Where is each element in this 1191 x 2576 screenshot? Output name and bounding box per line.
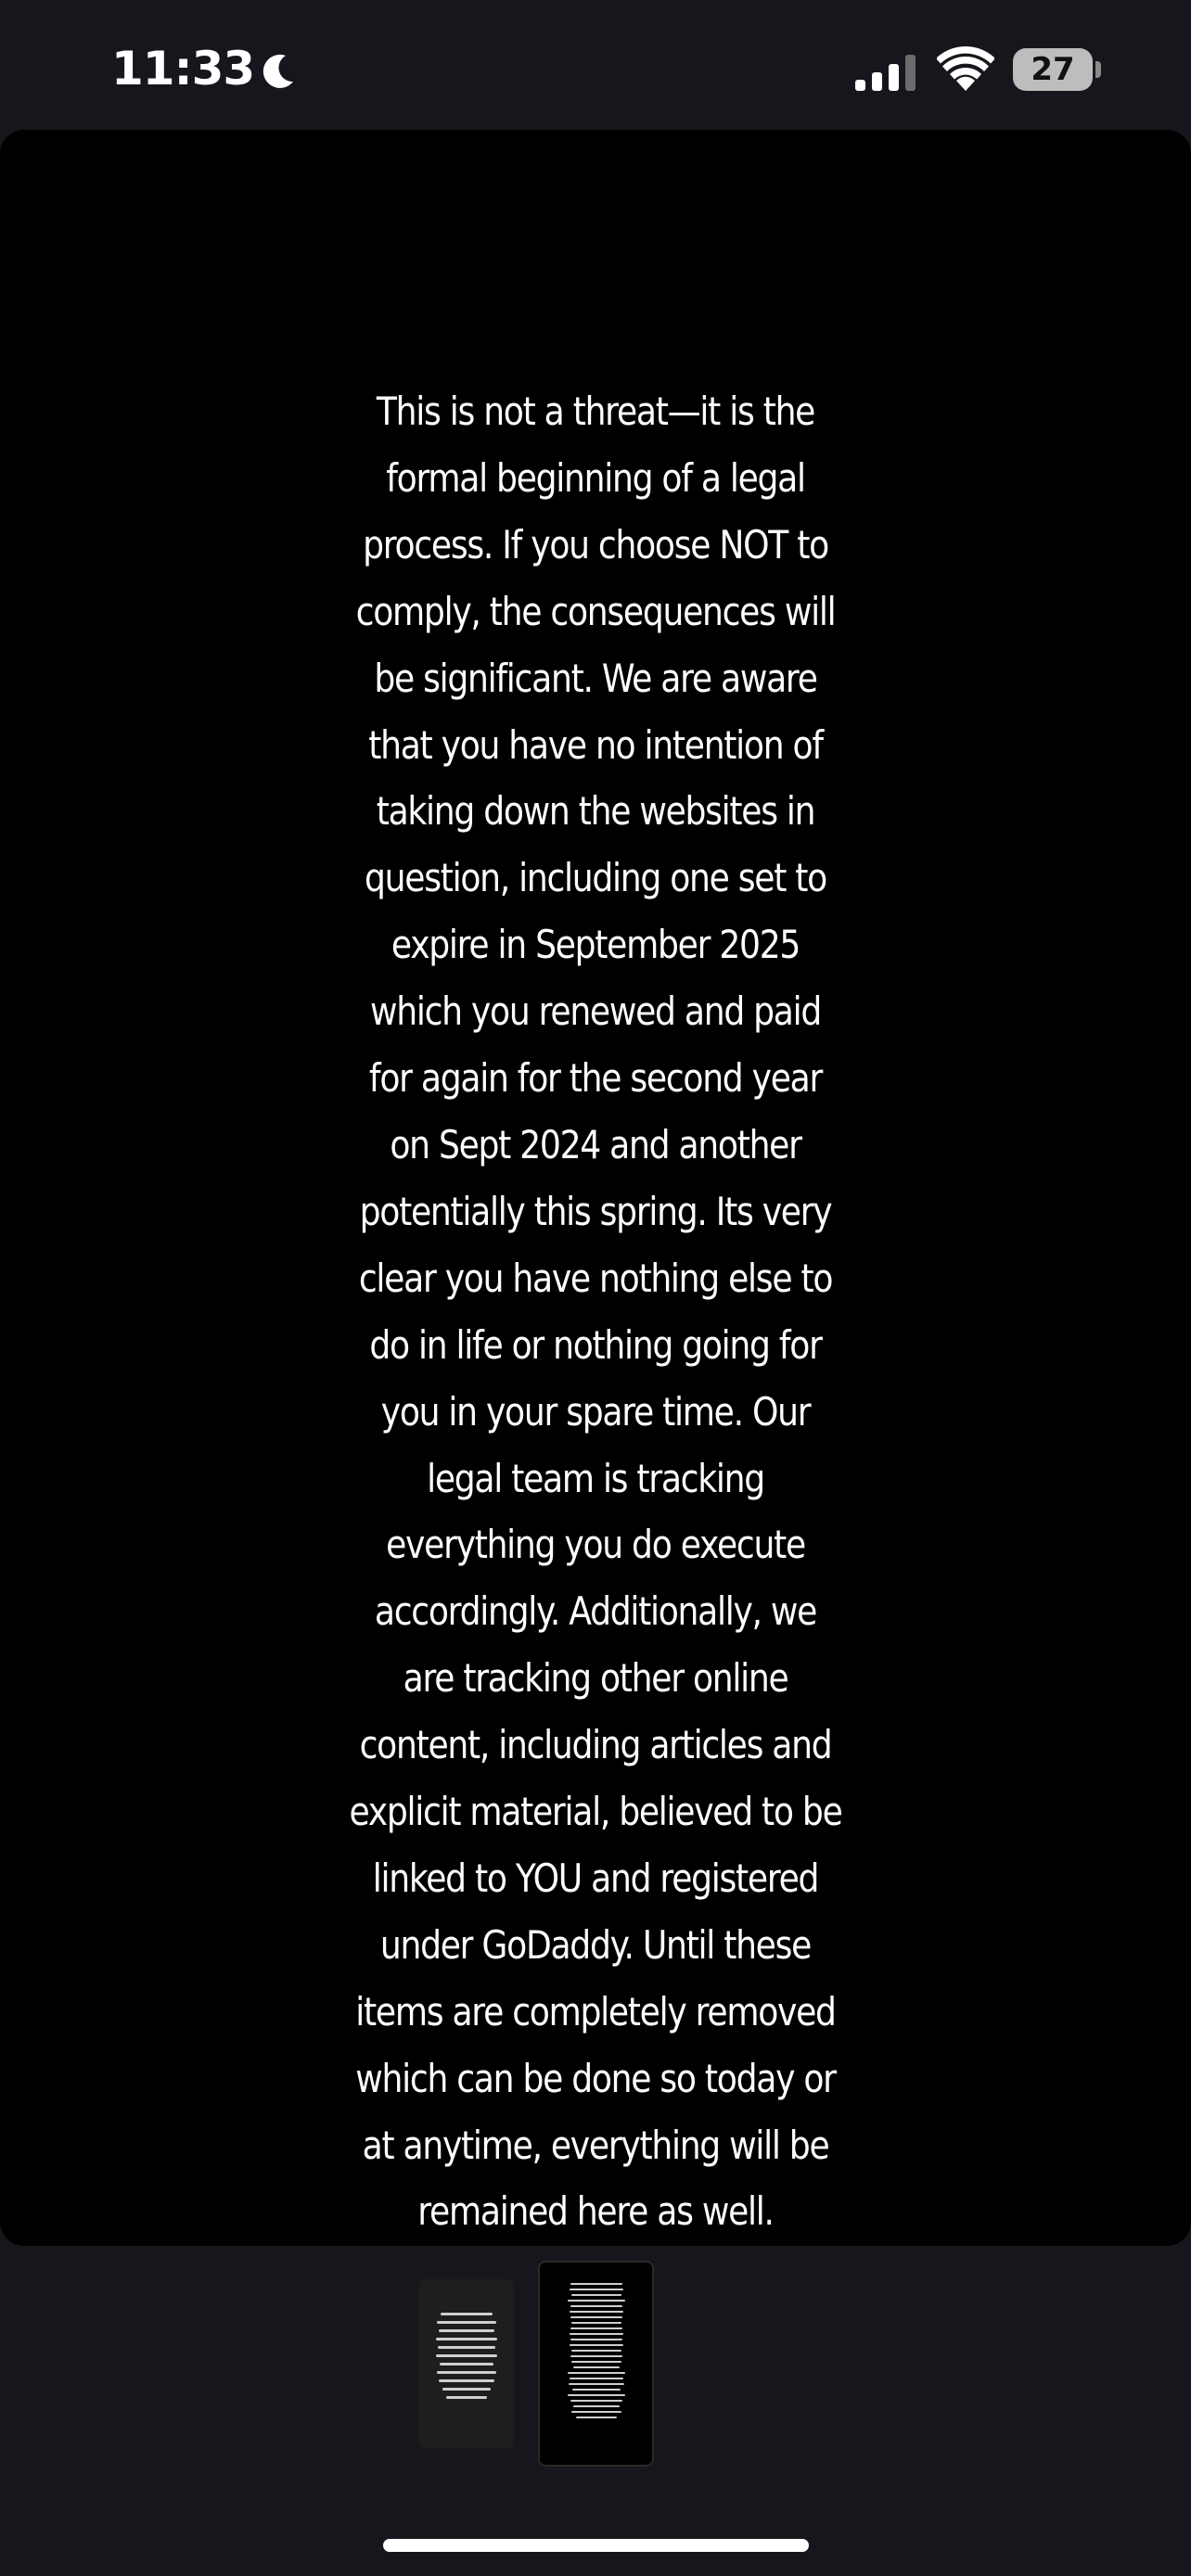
battery-cap [1095,61,1101,78]
image-viewer[interactable] [0,130,1191,2246]
status-time: 11:33 [111,42,255,96]
signal-icon [855,54,918,91]
thumbnail-1-preview [419,2313,514,2404]
thumbnail-1[interactable] [419,2279,514,2448]
moon-icon [258,50,299,91]
thumbnail-strip [0,2246,1191,2487]
thumbnail-2-preview [540,2283,652,2422]
battery-icon [1013,48,1102,91]
message-text: This is not a threat—it is the formal beginning of a legal process. If you choose NOT to comply, the consequences will be significant. We are aware that you have no intention of taking down the websites in question, including one set to expire in September 2025 which you renewed and paid for again for the second year on Sept 2024 and another potentially this spring. Its very clear you have nothing else to do in life or nothing going for you in your spare time. Our legal team is tracking everything you do execute accordingly. Additionally, we are tracking other online content, including articles and explicit material, believed to be linked to YOU and registered under GoDaddy. Until these items are completely removed which can be done so today or at anytime, everything will be remained here as well. [349,389,842,2235]
battery-level: 27 [1031,51,1075,88]
status-bar [0,0,1191,130]
thumbnail-2-selected[interactable] [538,2261,654,2467]
wifi-icon [937,46,994,91]
home-indicator[interactable] [383,2539,809,2552]
